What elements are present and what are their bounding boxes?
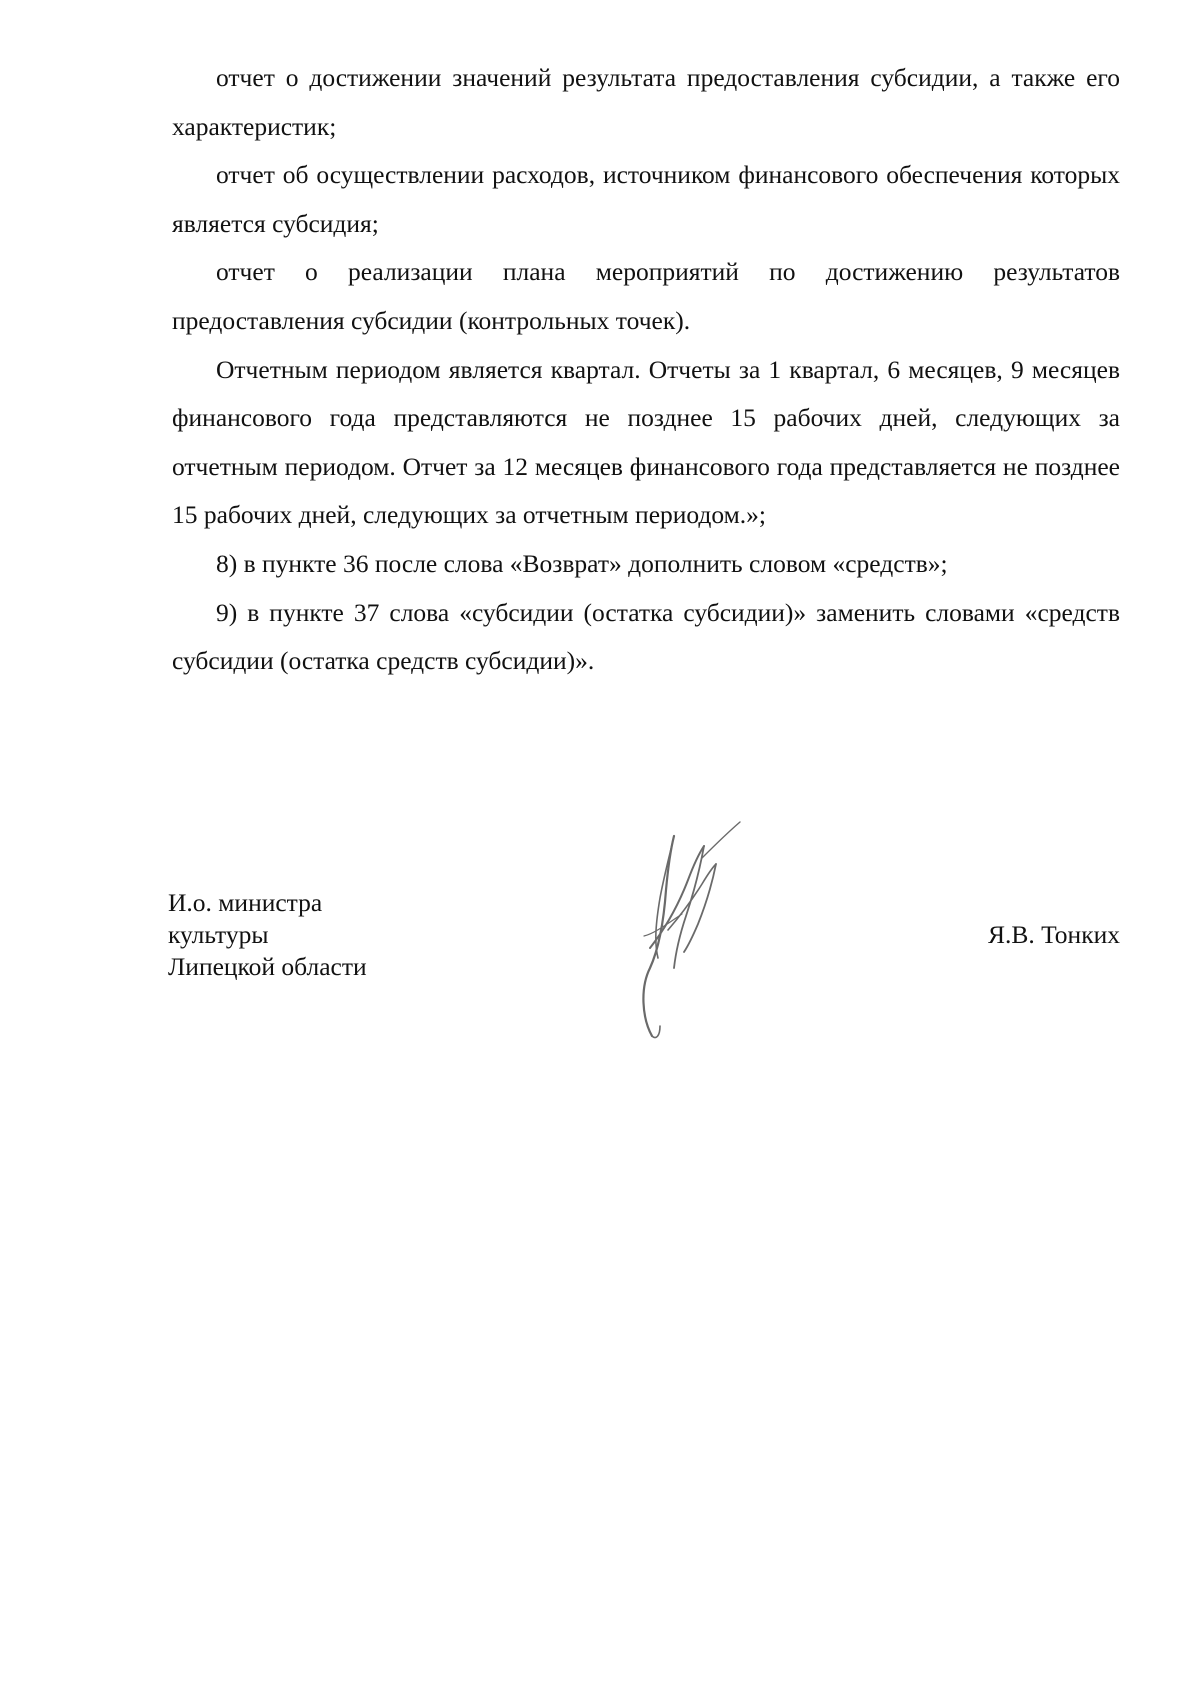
paragraph-reporting-period: Отчетным периодом является квартал. Отчеты за 1 квартал, 6 месяцев, 9 месяцев финансового года представляются не позднее 15 рабочих дней, следующих за отчетным периодом. Отчет за 12 месяцев финансового года представляется не позднее 15 рабочих дней, следующих за отчетным периодом.»; xyxy=(172,354,1120,530)
paragraph-item-9: 9) в пункте 37 слова «субсидии (остатка субсидии)» заменить словами «средств субсидии (остатка средств субсидии)». xyxy=(172,597,1120,676)
paragraph-report-plan: отчет о реализации плана мероприятий по достижению результатов предоставления субсидии (контрольных точек). xyxy=(172,257,1120,335)
signer-position-line: Липецкой области xyxy=(168,952,367,981)
signer-position-line: культуры xyxy=(168,920,269,949)
signer-position-line: И.о. министра xyxy=(168,888,323,917)
signer-position xyxy=(168,887,367,983)
paragraph-report-results: отчет о достижении значений результата предоставления субсидии, а также его характеристик; xyxy=(172,63,1120,141)
signature-strokes xyxy=(643,822,740,1038)
paragraph-item-8: 8) в пункте 36 после слова «Возврат» дополнить словом «средств»; xyxy=(216,548,948,578)
document-body xyxy=(172,54,1120,686)
paragraph-report-expenses: отчет об осуществлении расходов, источником финансового обеспечения которых является субсидия; xyxy=(172,160,1120,238)
handwritten-signature xyxy=(630,818,760,1048)
signer-name: Я.В. Тонких xyxy=(988,920,1120,949)
